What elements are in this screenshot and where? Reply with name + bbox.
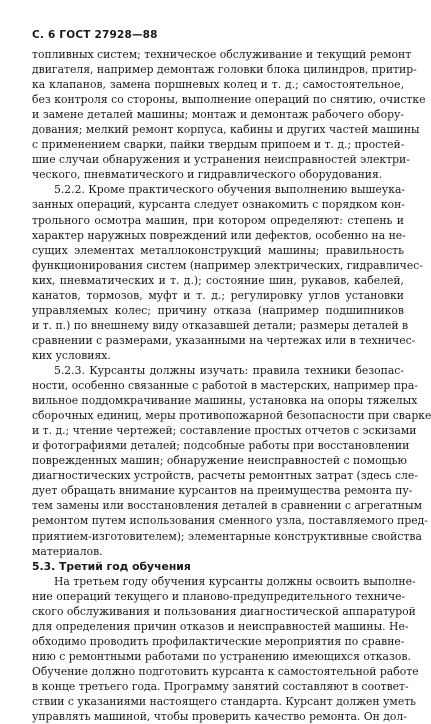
- text-line: поврежденных машин; обнаружение неисправностей с помощью: [32, 454, 407, 468]
- paragraph-5-2-2: [32, 182, 423, 363]
- text-line: ческого, пневматического и гидравлического оборудования.: [32, 168, 383, 182]
- text-line: шие случаи обнаружения и устранения неисправностей электри-: [32, 153, 410, 167]
- text-line: функционирования систем (например электрических, гидравличес-: [32, 258, 423, 272]
- paragraph-5-3: [32, 574, 419, 724]
- text-line: канатов, тормозов, муфт и т. д.; регулировку углов установки: [32, 288, 404, 302]
- text-line: и фотографиями деталей; подсобные работы при восстановлении: [32, 439, 410, 453]
- text-line: для определения причин отказов и неисправностей машины. Не-: [32, 619, 409, 633]
- text-line: ких, пневматических и т. д.); состояние шин, рукавов, кабелей,: [32, 273, 404, 287]
- text-line: ности, особенно связанные с работой в мастерских, например пра-: [32, 379, 418, 393]
- text-line: материалов.: [32, 544, 103, 558]
- text-line: трольного осмотра машин, при котором определяют: степень и: [32, 213, 404, 227]
- text-line: диагностических устройств, расчеты ремонтных затрат (здесь сле-: [32, 469, 418, 483]
- text-line: ского обслуживания и пользования диагностической аппаратурой: [32, 604, 416, 618]
- text-line: 5.2.3. Курсанты должны изучать: правила техники безопас-: [54, 363, 404, 377]
- paragraph-5-2-3: [32, 363, 431, 559]
- text-line: приятием-изготовителем); элементарные конструктивные свойства: [32, 529, 422, 543]
- page-header: С. 6 ГОСТ 27928—88: [32, 29, 158, 41]
- text-line: ствии с указаниями настоящего стандарта. Курсант должен уметь: [32, 695, 417, 709]
- text-line: и т. д.; чтение чертежей; составление простых отчетов с эскизами: [32, 424, 417, 438]
- document-body: [32, 47, 431, 724]
- text-line: дования; мелкий ремонт корпуса, кабины и других частей машины: [32, 123, 420, 137]
- text-line: управляемых колес; причину отказа (например подшипников: [32, 303, 404, 317]
- text-line: ние операций текущего и планово-предупредительного техниче-: [32, 589, 406, 603]
- text-line: нию с ремонтными работами по устранению имеющихся отказов.: [32, 649, 411, 663]
- text-line: ка клапанов, замена поршневых колец и т. д.; самостоятельное,: [32, 78, 404, 92]
- text-line: сравнении с размерами, указанными на чертежах или в техничес-: [32, 333, 416, 347]
- text-line: Обучение должно подготовить курсанта к самостоятельной работе: [32, 664, 419, 678]
- text-line: На третьем году обучения курсанты должны освоить выполне-: [54, 574, 416, 588]
- text-line: характер наружных повреждений или дефектов, особенно на не-: [32, 228, 406, 242]
- text-line: и т. п.) по внешнему виду отказавшей детали; размеры деталей в: [32, 318, 409, 332]
- text-line: дует обращать внимание курсантов на преимущества ремонта пу-: [32, 484, 413, 498]
- text-line: и замене деталей машины; монтаж и демонтаж рабочего обору-: [32, 108, 404, 122]
- text-line: сборочных единиц, меры противопожарной безопасности при сварке: [32, 409, 431, 423]
- text-line: сущих элементах металлоконструкций машины; правильность: [32, 243, 404, 257]
- text-line: без контроля со стороны, выполнение операций по снятию, очистке: [32, 93, 426, 107]
- text-line: с применением сварки, пайки твердым припоем и т. д.; простей-: [32, 138, 405, 152]
- text-line: 5.2.2. Кроме практического обучения выполнению вышеука-: [54, 183, 406, 197]
- text-line: в конце третьего года. Программу занятий составляют в соответ-: [32, 679, 409, 693]
- text-line: двигателя, например демонтаж головки блока цилиндров, притир-: [32, 63, 417, 77]
- text-line: вильное поддомкрачивание машины, установка на опоры тяжелых: [32, 394, 418, 408]
- text-line: тем замены или восстановления деталей в сравнении с агрегатным: [32, 499, 422, 513]
- section-heading: 5.3. Третий год обучения: [32, 559, 191, 573]
- text-line: занных операций, курсанта следует ознакомить с порядком кон-: [32, 198, 405, 212]
- text-line: ких условиях.: [32, 348, 111, 362]
- text-line: обходимо проводить профилактические мероприятия по сравне-: [32, 634, 405, 648]
- text-line: ремонтом путем использования сменного узла, поставляемого пред-: [32, 514, 428, 528]
- text-line: топливных систем; техническое обслуживание и текущий ремонт: [32, 48, 412, 61]
- paragraph-continuation: [32, 47, 426, 182]
- text-line: управлять машиной, чтобы проверить качество ремонта. Он дол-: [32, 710, 407, 724]
